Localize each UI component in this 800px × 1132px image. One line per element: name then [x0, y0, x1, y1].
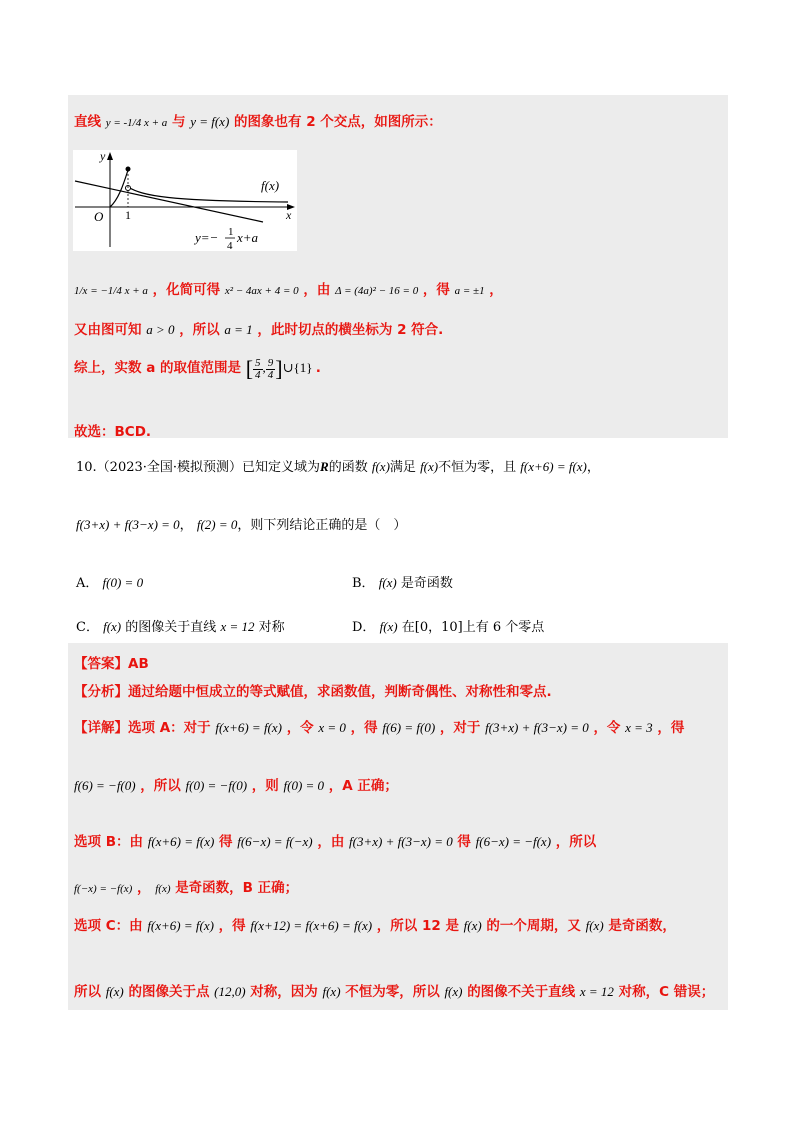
solution1-step1: 1/x = −1/4 x + a ，化简可得 x² − 4ax + 4 = 0 ，由 Δ = (4a)² − 16 = 0 ，得 a = ±1 ，: [74, 282, 503, 298]
option-d[interactable]: D． f(x) 在[0，10]上有 6 个零点: [352, 619, 545, 635]
detail-b-line2: f(−x) = −f(x) ， f(x) 是奇函数，B 正确；: [74, 880, 299, 896]
line-label-prefix: y=−: [195, 230, 219, 245]
step1-a-value: a = ±1: [454, 285, 485, 297]
solution1-intro: 直线 y = -1/4 x + a 与 y = f(x) 的图象也有 2 个交点，如图所示：: [74, 114, 442, 130]
answer-choice: 故选：BCD.: [74, 424, 152, 440]
y-axis-arrow: [107, 152, 113, 160]
detail-c-line2: 所以 f(x) 的图像关于点 (12,0) 对称，因为 f(x) 不恒为零，所以 f(x) 的图像不关于直线 x = 12 对称，C 错误；: [74, 984, 715, 1000]
graph-svg: [73, 150, 297, 251]
option-c[interactable]: C． f(x) 的图像关于直线 x = 12 对称: [76, 619, 285, 635]
tick-one-label: 1: [125, 208, 131, 222]
function-graph: [73, 150, 297, 251]
x-label: x: [286, 208, 292, 222]
option-a[interactable]: A． f(0) = 0: [76, 575, 144, 591]
detail-c-line1: 选项 C：由 f(x+6) = f(x) ，得 f(x+12) = f(x+6) = f(x) ，所以 12 是 f(x) 的一个周期，又 f(x) 是奇函数，: [74, 918, 676, 934]
a-equals-one: a = 1: [224, 322, 253, 337]
option-b[interactable]: B． f(x) 是奇函数: [352, 575, 453, 591]
range-expression: [ $\frac{5}{4}$ , $\frac{9}{4}$ ]∪{1}: [245, 356, 313, 382]
step1-equation: 1/x = −1/4 x + a: [74, 285, 148, 297]
solution1-step2: 又由图可知 a > 0 ，所以 a = 1 ，此时切点的横坐标为 2 符合.: [74, 322, 444, 338]
line-label-frac-den: 4: [227, 240, 233, 251]
analysis-line: 【分析】通过给题中恒成立的等式赋值，求函数值，判断奇偶性、对称性和零点.: [74, 684, 552, 700]
step1-delta: Δ = (4a)² − 16 = 0: [335, 285, 419, 297]
step1-quadratic: x² − 4ax + 4 = 0: [224, 285, 299, 297]
curve-label: f(x): [261, 178, 280, 193]
fx-equation: y = f(x): [190, 114, 230, 129]
detail-a-line1: 【详解】选项 A：对于 f(x+6) = f(x) ，令 x = 0 ，得 f(6) = f(0) ，对于 f(3+x) + f(3−x) = 0 ，令 x = 3 ，得: [74, 720, 685, 736]
question10-conditions: f(3+x) + f(3−x) = 0， f(2) = 0，则下列结论正确的是（ ）: [76, 517, 407, 533]
solution1-step3: 综上，实数 a 的取值范围是 [ $\frac{5}{4}$ , $\frac{9}{4}$ ]∪{1} .: [74, 356, 321, 382]
solution1-background: [68, 95, 728, 438]
detail-a-line2: f(6) = −f(0) ，所以 f(0) = −f(0) ，则 f(0) = 0 ，A 正确；: [74, 778, 398, 794]
origin-label: O: [94, 209, 104, 224]
y-label: y: [100, 150, 106, 163]
line-equation: y = -1/4 x + a: [105, 117, 168, 129]
question10-stem: 10.（2023·全国·模拟预测）已知定义域为R的函数 f(x)满足 f(x)不恒为零，且 f(x+6) = f(x)，: [76, 459, 600, 475]
line-label-frac-num: 1: [228, 226, 234, 238]
line-label-suffix: x+a: [237, 230, 259, 245]
detail-b-line1: 选项 B：由 f(x+6) = f(x) 得 f(6−x) = f(−x) ，由 f(3+x) + f(3−x) = 0 得 f(6−x) = −f(x) ，所以: [74, 834, 597, 850]
a-positive: a > 0: [146, 322, 175, 337]
answer-line: 【答案】AB: [74, 656, 149, 672]
